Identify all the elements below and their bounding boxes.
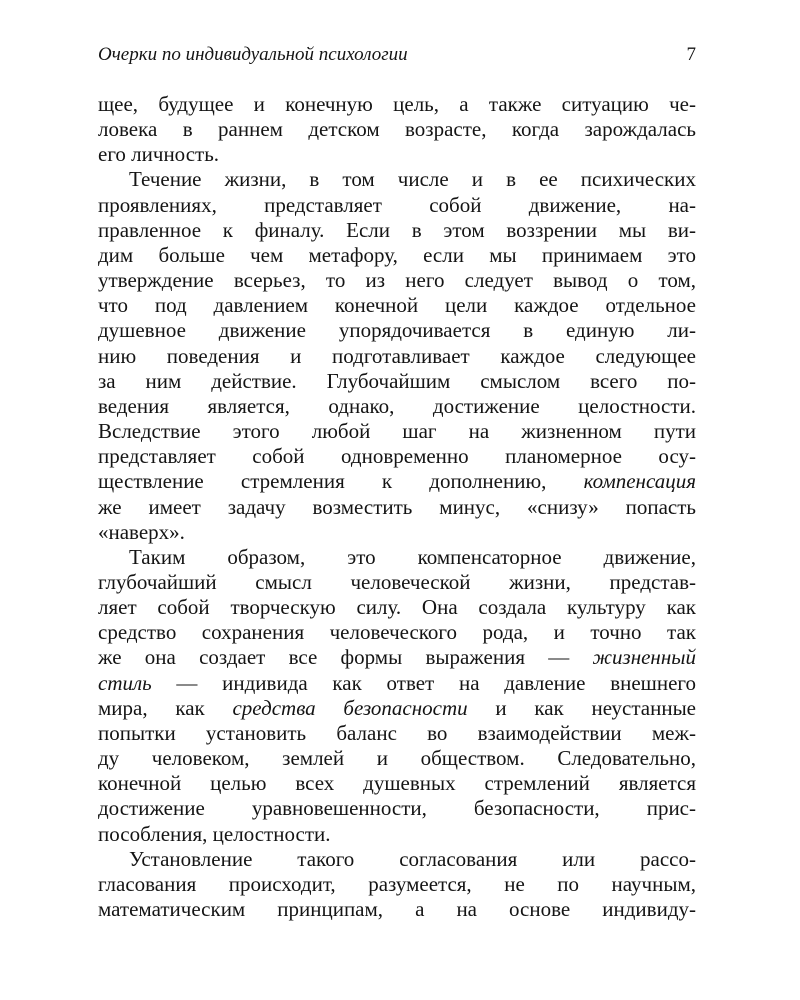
- text-segment: пособления, целостности.: [98, 821, 331, 846]
- text-segment: проявлениях, представляет собой движение, на-: [98, 192, 696, 217]
- text-line: [98, 218, 696, 243]
- text-segment: Таким образом, это компенсаторное движение,: [129, 544, 696, 569]
- text-line: [98, 847, 696, 872]
- text-line: [98, 746, 696, 771]
- text-segment: его личность.: [98, 142, 220, 167]
- text-line: [98, 570, 696, 595]
- text-segment: утверждение всерьез, то из него следует вывод о том,: [98, 268, 696, 293]
- text-line: [98, 344, 696, 369]
- text-line: [98, 117, 696, 142]
- italic-text: стиль: [98, 670, 152, 695]
- text-line: [98, 671, 696, 696]
- text-segment: за ним действие. Глубочайшим смыслом всего по-: [98, 368, 696, 393]
- text-segment: ляет собой творческую силу. Она создала культуру как: [98, 595, 696, 620]
- text-segment: конечной целью всех душевных стремлений является: [98, 771, 696, 796]
- text-segment: мира, как: [98, 695, 233, 720]
- text-line: [98, 419, 696, 444]
- text-line: [98, 243, 696, 268]
- italic-text: средства безопасности: [232, 695, 468, 720]
- text-line: [98, 595, 696, 620]
- text-line: [98, 696, 696, 721]
- text-segment: ведения является, однако, достижение целостности.: [98, 393, 696, 418]
- text-line: [98, 318, 696, 343]
- running-title: Очерки по индивидуальной психологии: [98, 44, 408, 65]
- text-line: [98, 369, 696, 394]
- text-line: [98, 167, 696, 192]
- page-number: 7: [686, 44, 696, 65]
- text-segment: Вследствие этого любой шаг на жизненном пути: [98, 419, 696, 444]
- text-line: [98, 142, 696, 167]
- text-segment: что под давлением конечной цели каждое отдельное: [98, 293, 696, 318]
- text-segment: средство сохранения человеческого рода, и точно так: [98, 620, 696, 645]
- text-line: [98, 545, 696, 570]
- text-segment: попытки установить баланс во взаимодействии меж-: [98, 720, 696, 745]
- text-segment: щее, будущее и конечную цель, а также ситуацию че-: [98, 92, 696, 116]
- text-line: [98, 645, 696, 670]
- text-segment: ду человеком, землей и обществом. Следовательно,: [98, 746, 696, 771]
- text-line: [98, 721, 696, 746]
- text-line: [98, 771, 696, 796]
- text-segment: Установление такого согласования или рассо-: [129, 846, 696, 871]
- italic-text: компенсация: [583, 469, 696, 494]
- text-line: [98, 394, 696, 419]
- text-segment: и как неустанные: [467, 695, 697, 720]
- text-segment: достижение уравновешенности, безопасности, прис-: [98, 796, 696, 821]
- text-segment: дим больше чем метафору, если мы принимаем это: [98, 242, 696, 267]
- text-segment: Течение жизни, в том числе и в ее психических: [129, 167, 696, 192]
- text-segment: нию поведения и подготавливает каждое следующее: [98, 343, 696, 368]
- text-segment: душевное движение упорядочивается в единую ли-: [98, 318, 696, 343]
- text-line: [98, 872, 696, 897]
- text-segment: математическим принципам, а на основе индивиду-: [98, 897, 696, 921]
- text-segment: представляет собой одновременно планомерное осу-: [98, 444, 696, 469]
- text-line: [98, 897, 696, 922]
- text-line: [98, 293, 696, 318]
- text-line: [98, 520, 696, 545]
- text-segment: правленное к финалу. Если в этом воззрении мы ви-: [98, 217, 696, 242]
- text-line: [98, 495, 696, 520]
- text-segment: же она создает все формы выражения —: [98, 645, 593, 670]
- text-line: [98, 193, 696, 218]
- text-segment: ществление стремления к дополнению,: [98, 469, 584, 494]
- text-line: [98, 268, 696, 293]
- text-line: [98, 469, 696, 494]
- running-header: [98, 43, 696, 67]
- text-line: [98, 620, 696, 645]
- text-segment: же имеет задачу возместить минус, «снизу» попасть: [98, 494, 696, 519]
- text-segment: — индивида как ответ на давление внешнего: [151, 670, 696, 695]
- text-segment: гласования происходит, разумеется, не по научным,: [98, 871, 696, 896]
- text-line: [98, 822, 696, 847]
- text-segment: ловека в раннем детском возрасте, когда зарождалась: [98, 117, 696, 142]
- body-text: [98, 92, 696, 922]
- text-line: [98, 444, 696, 469]
- text-segment: глубочайший смысл человеческой жизни, представ-: [98, 569, 696, 594]
- italic-text: жизненный: [592, 645, 696, 670]
- text-line: [98, 92, 696, 117]
- text-line: [98, 796, 696, 821]
- text-segment: «наверх».: [98, 519, 185, 544]
